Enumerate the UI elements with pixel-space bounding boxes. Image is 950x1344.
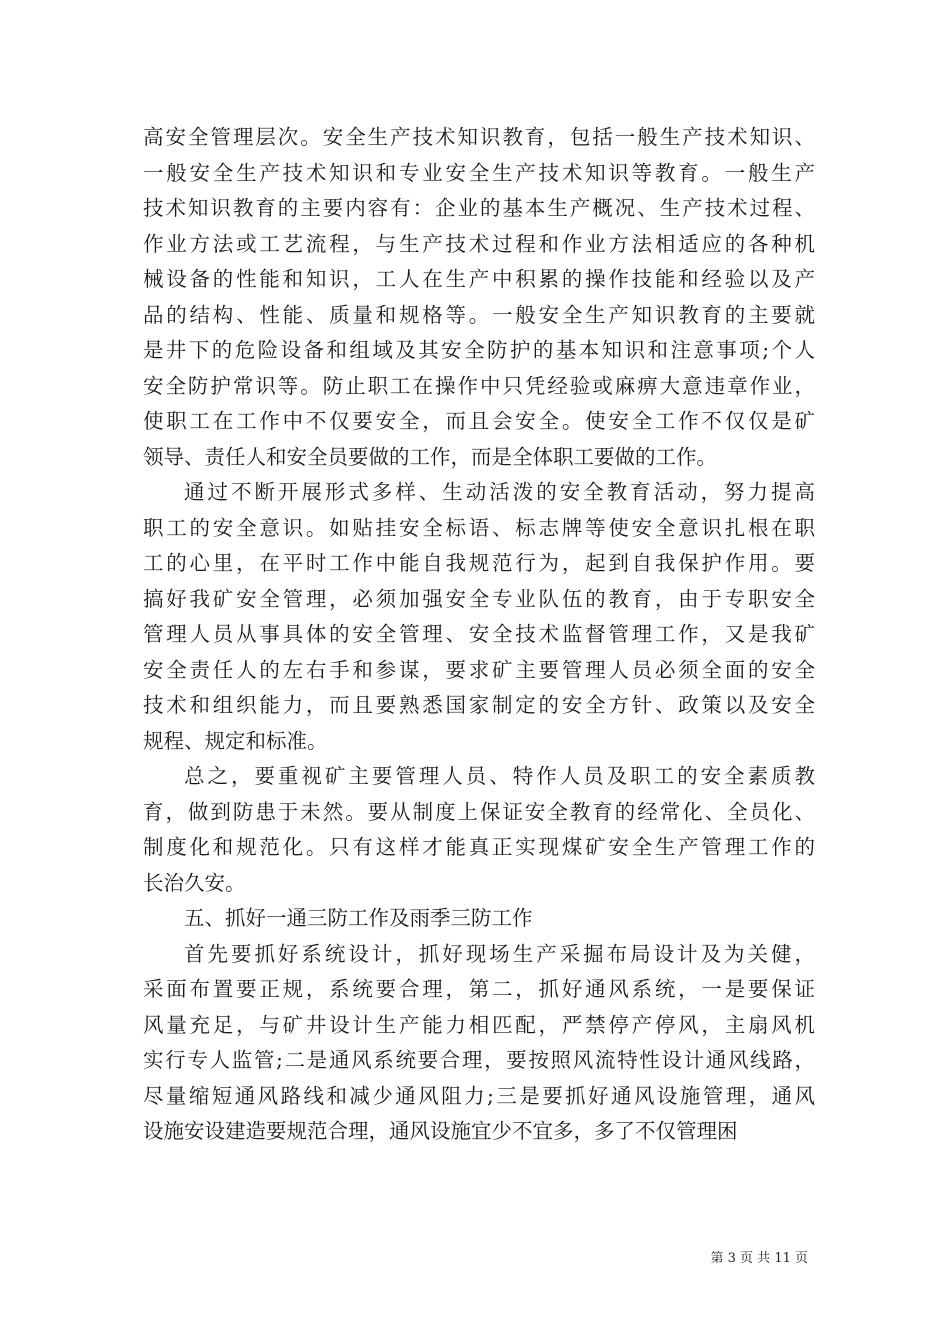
text-line: 风量充足，与矿井设计生产能力相匹配，严禁停产停风，主扇风机 — [143, 1012, 815, 1037]
text-line: 械设备的性能和知识，工人在生产中积累的操作技能和经验以及产 — [143, 267, 815, 291]
text-line: 五、抓好一通三防工作及雨季三防工作 — [184, 906, 533, 930]
text-line: 制度化和规范化。只有这样才能真正实现煤矿安全生产管理工作的 — [143, 835, 815, 859]
text-line: 尽量缩短通风路线和减少通风阻力;三是要抓好通风设施管理，通风 — [143, 1083, 815, 1108]
text-line: 管理人员从事具体的安全管理、安全技术监督管理工作，又是我矿 — [143, 622, 815, 646]
text-line: 设施安设建造要规范合理，通风设施宜少不宜多，多了不仅管理困 — [143, 1119, 738, 1143]
text-line: 工的心里，在平时工作中能自我规范行为，起到自我保护作用。要 — [143, 551, 815, 575]
text-line: 技术知识教育的主要内容有：企业的基本生产概况、生产技术过程、 — [143, 196, 815, 220]
paragraph — [143, 901, 815, 937]
text-line: 安全责任人的左右手和参谋，要求矿主要管理人员必须全面的安全 — [143, 657, 815, 682]
text-line: 一般安全生产技术知识和专业安全生产技术知识等教育。一般生产 — [143, 160, 815, 185]
body-text — [143, 120, 815, 1150]
text-line: 长治久安。 — [143, 870, 246, 895]
page-number: 第 3 页 共 11 页 — [710, 1251, 808, 1266]
text-line: 实行专人监管;二是通风系统要合理，要按照风流特性设计通风线路， — [143, 1048, 815, 1072]
text-line: 技术和组织能力，而且要熟悉国家制定的安全方针、政策以及安全 — [143, 693, 815, 717]
text-line: 高安全管理层次。安全生产技术知识教育，包括一般生产技术知识、 — [143, 125, 815, 149]
text-line: 领导、责任人和安全员要做的工作，而是全体职工要做的工作。 — [143, 444, 717, 469]
text-line: 搞好我矿安全管理，必须加强安全专业队伍的教育，由于专职安全 — [143, 586, 815, 611]
text-line: 规程、规定和标准。 — [143, 728, 328, 753]
text-line: 是井下的危险设备和组域及其安全防护的基本知识和注意事项;个人 — [143, 338, 815, 362]
text-line: 品的结构、性能、质量和规格等。一般安全生产知识教育的主要就 — [143, 302, 815, 327]
paragraph — [143, 120, 815, 475]
text-line: 通过不断开展形式多样、生动活泼的安全教育活动，努力提高 — [184, 480, 815, 504]
paragraph — [143, 759, 815, 901]
text-line: 作业方法或工艺流程，与生产技术过程和作业方法相适应的各种机 — [143, 231, 815, 256]
text-line: 总之，要重视矿主要管理人员、特作人员及职工的安全素质教 — [184, 764, 815, 788]
text-line: 育，做到防患于未然。要从制度上保证安全教育的经常化、全员化、 — [143, 799, 815, 824]
text-line: 安全防护常识等。防止职工在操作中只凭经验或麻痹大意违章作业， — [143, 373, 815, 398]
text-line: 使职工在工作中不仅要安全，而且会安全。使安全工作不仅仅是矿 — [143, 409, 815, 433]
text-line: 首先要抓好系统设计，抓好现场生产采掘布局设计及为关健， — [184, 941, 815, 966]
paragraph — [143, 475, 815, 759]
paragraph — [143, 937, 815, 1150]
text-line: 采面布置要正规，系统要合理，第二，抓好通风系统，一是要保证 — [143, 977, 815, 1001]
text-line: 职工的安全意识。如贴挂安全标语、标志牌等使安全意识扎根在职 — [143, 515, 815, 540]
